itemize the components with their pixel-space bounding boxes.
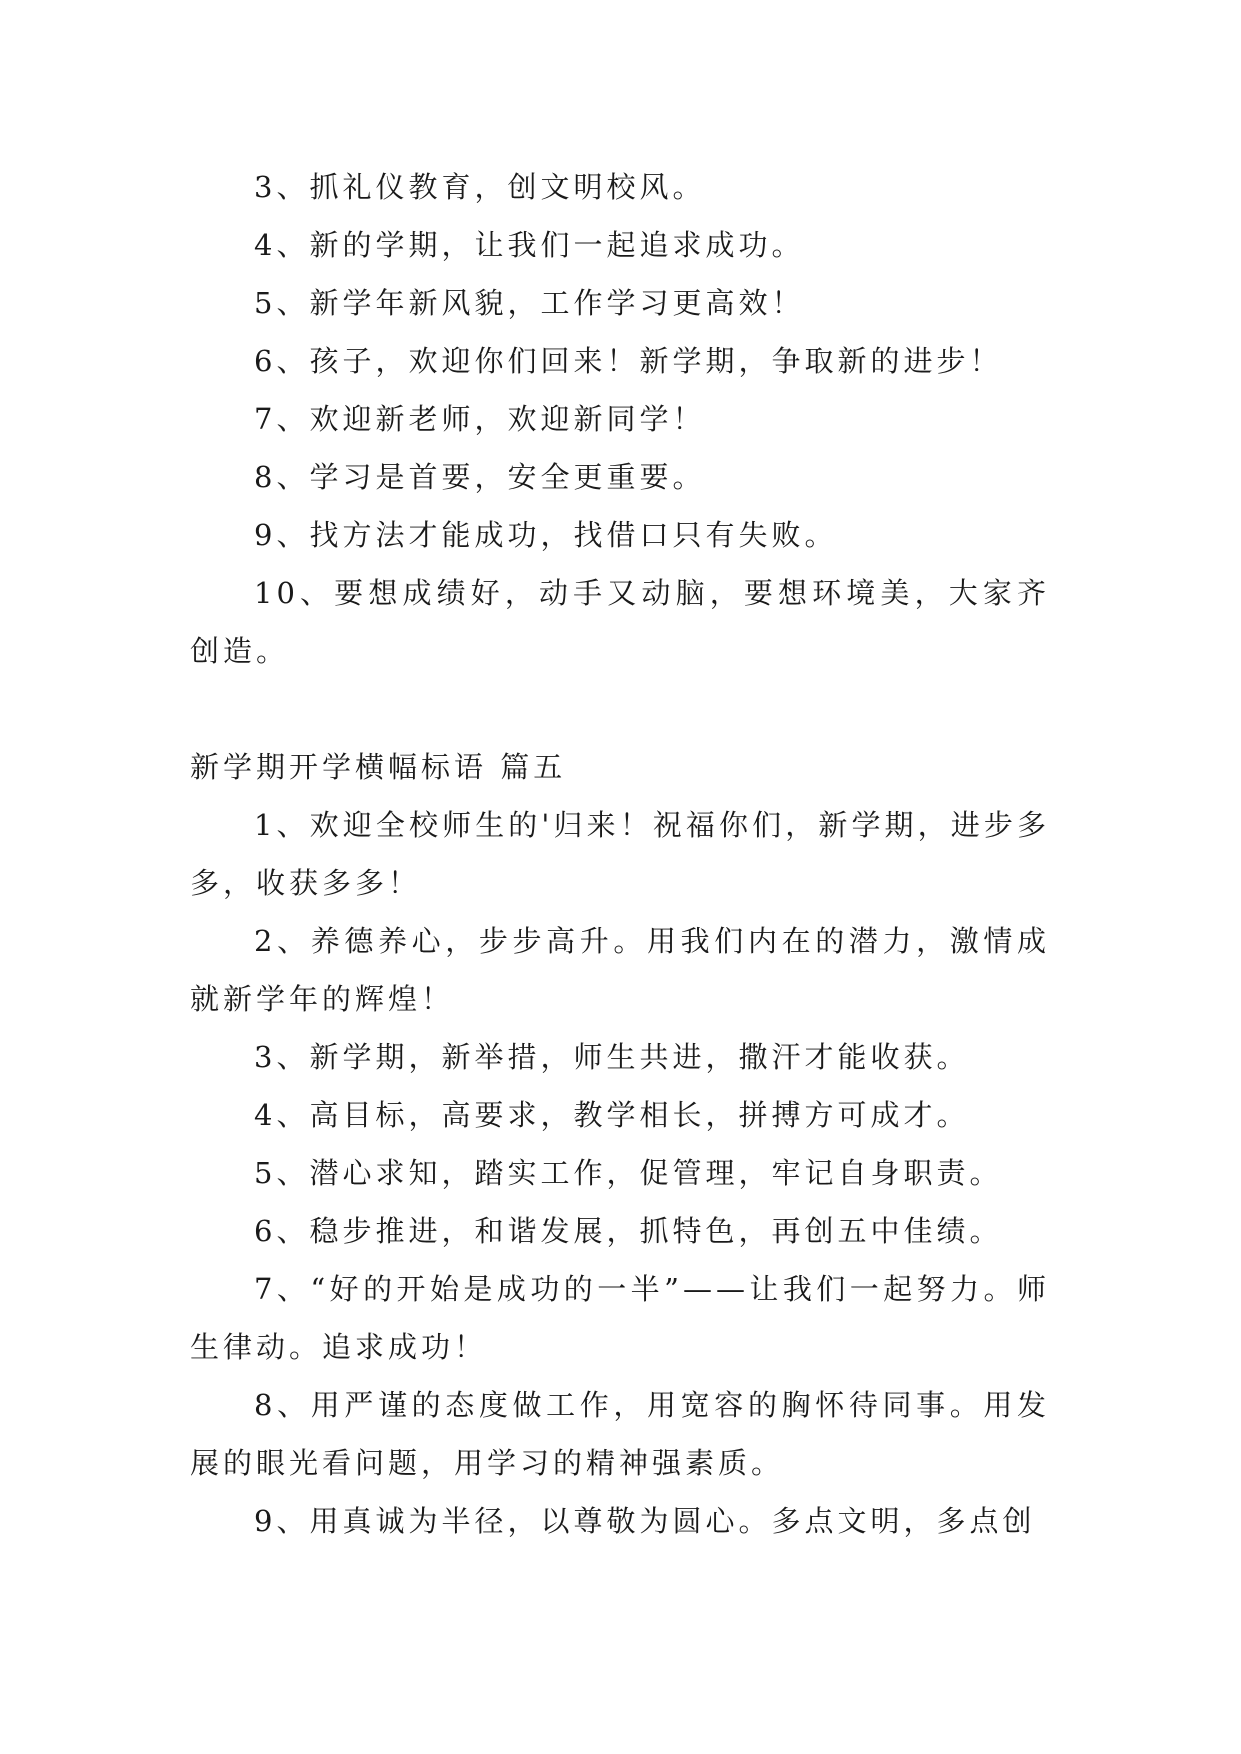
list-item: 3、抓礼仪教育，创文明校风。 xyxy=(254,170,706,204)
list-item: 9、用真诚为半径，以尊敬为圆心。多点文明，多点创 xyxy=(254,1504,1036,1538)
list-item: 5、潜心求知，踏实工作，促管理，牢记自身职责。 xyxy=(254,1156,1003,1190)
list-item: 8、学习是首要，安全更重要。 xyxy=(254,460,706,494)
list-item: 5、新学年新风貌，工作学习更高效！ xyxy=(254,286,805,320)
list-item: 7、“好的开始是成功的一半”——让我们一起努力。师生律动。追求成功！ xyxy=(190,1272,1050,1364)
section-spacer xyxy=(190,680,1050,738)
list-item: 10、要想成绩好，动手又动脑，要想环境美，大家齐创造。 xyxy=(190,576,1050,668)
list-item: 6、孩子，欢迎你们回来！新学期，争取新的进步！ xyxy=(254,344,1003,378)
list-item: 9、找方法才能成功，找借口只有失败。 xyxy=(254,518,838,552)
document-body xyxy=(190,158,1050,1550)
list-item: 4、新的学期，让我们一起追求成功。 xyxy=(254,228,805,262)
list-item: 2、养德养心，步步高升。用我们内在的潜力，激情成就新学年的辉煌！ xyxy=(190,924,1050,1016)
list-item: 6、稳步推进，和谐发展，抓特色，再创五中佳绩。 xyxy=(254,1214,1003,1248)
list-item: 4、高目标，高要求，教学相长，拼搏方可成才。 xyxy=(254,1098,970,1132)
list-item: 7、欢迎新老师，欢迎新同学！ xyxy=(254,402,706,436)
list-item: 8、用严谨的态度做工作，用宽容的胸怀待同事。用发展的眼光看问题，用学习的精神强素质。 xyxy=(190,1388,1050,1480)
list-item: 1、欢迎全校师生的'归来！祝福你们，新学期，进步多多，收获多多！ xyxy=(190,808,1050,900)
list-item: 3、新学期，新举措，师生共进，撒汗才能收获。 xyxy=(254,1040,970,1074)
section-heading: 新学期开学横幅标语 篇五 xyxy=(190,750,567,784)
